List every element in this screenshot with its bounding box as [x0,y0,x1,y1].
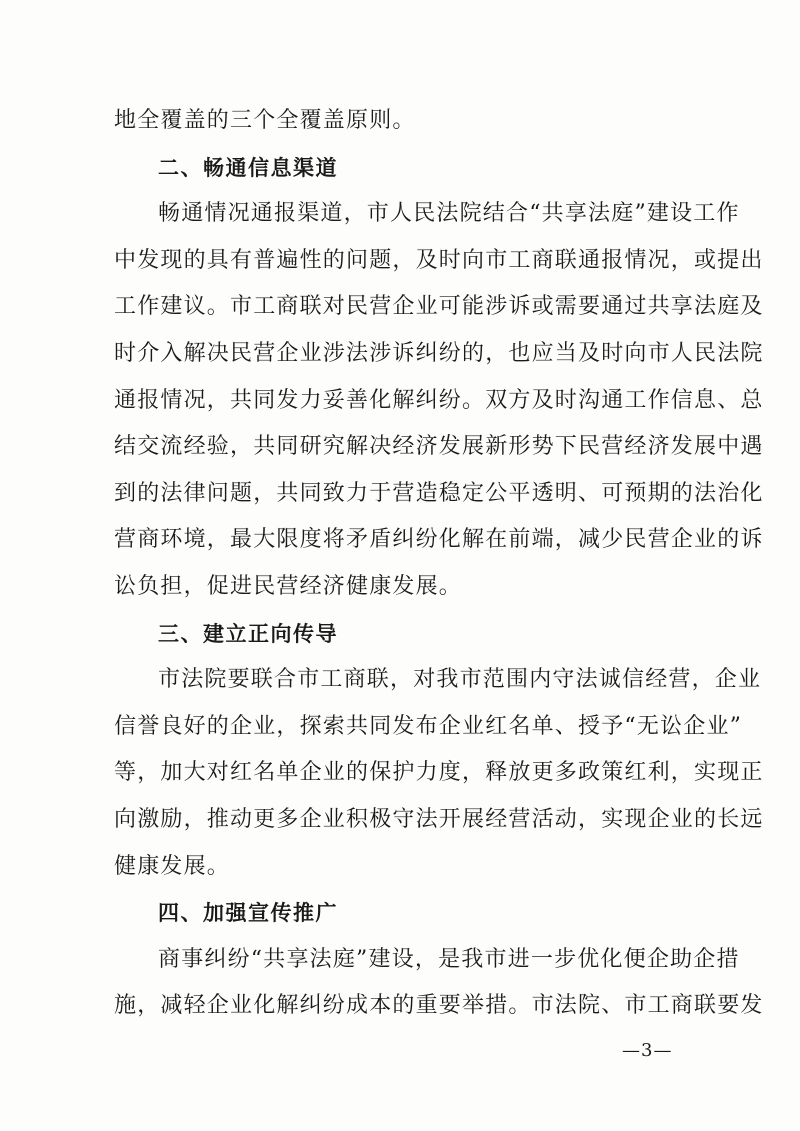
paragraph-line: 营商环境，最大限度将矛盾纠纷化解在前端，减少民营企业的诉 [114,527,764,553]
paragraph-line: 向激励，推动更多企业积极守法开展经营活动，实现企业的长远 [114,806,764,832]
paragraph-line: 健康发展。 [114,853,231,879]
paragraph-line: 结交流经验，共同研究解决经济发展新形势下民营经济发展中遇 [114,434,764,460]
paragraph-line: 讼负担，促进民营经济健康发展。 [114,573,463,599]
paragraph-line: 地全覆盖的三个全覆盖原则。 [114,108,416,133]
section-heading: 二、畅通信息渠道 [158,155,338,180]
paragraph-line: 时介入解决民营企业涉法涉诉纠纷的，也应当及时向市人民法院 [114,340,764,366]
section-heading: 四、加强宣传推广 [158,901,338,926]
paragraph-line: 市法院要联合市工商联，对我市范围内守法诚信经营，企业 [158,667,762,693]
paragraph-line: 信誉良好的企业，探索共同发布企业红名单、授予“无讼企业” [114,713,743,739]
paragraph-line: 等，加大对红名单企业的保护力度，释放更多政策红利，实现正 [114,760,764,786]
paragraph-line: 通报情况，共同发力妥善化解纠纷。双方及时沟通工作信息、总 [114,387,764,413]
paragraph-line: 施，减轻企业化解纠纷成本的重要举措。市法院、市工商联要发 [114,993,764,1019]
paragraph-line: 畅通情况通报渠道，市人民法院结合“共享法庭”建设工作 [158,201,740,227]
document-body [114,98,764,1030]
paragraph-line: 中发现的具有普遍性的问题，及时向市工商联通报情况，或提出 [114,247,764,273]
page-number: —3— [622,1040,673,1061]
paragraph-line: 到的法律问题，共同致力于营造稳定公平透明、可预期的法治化 [114,480,764,506]
paragraph-line: 工作建议。市工商联对民营企业可能涉诉或需要通过共享法庭及 [114,294,764,320]
paragraph-line: 商事纠纷“共享法庭”建设，是我市进一步优化便企助企措 [158,946,740,972]
section-heading: 三、建立正向传导 [158,621,338,646]
